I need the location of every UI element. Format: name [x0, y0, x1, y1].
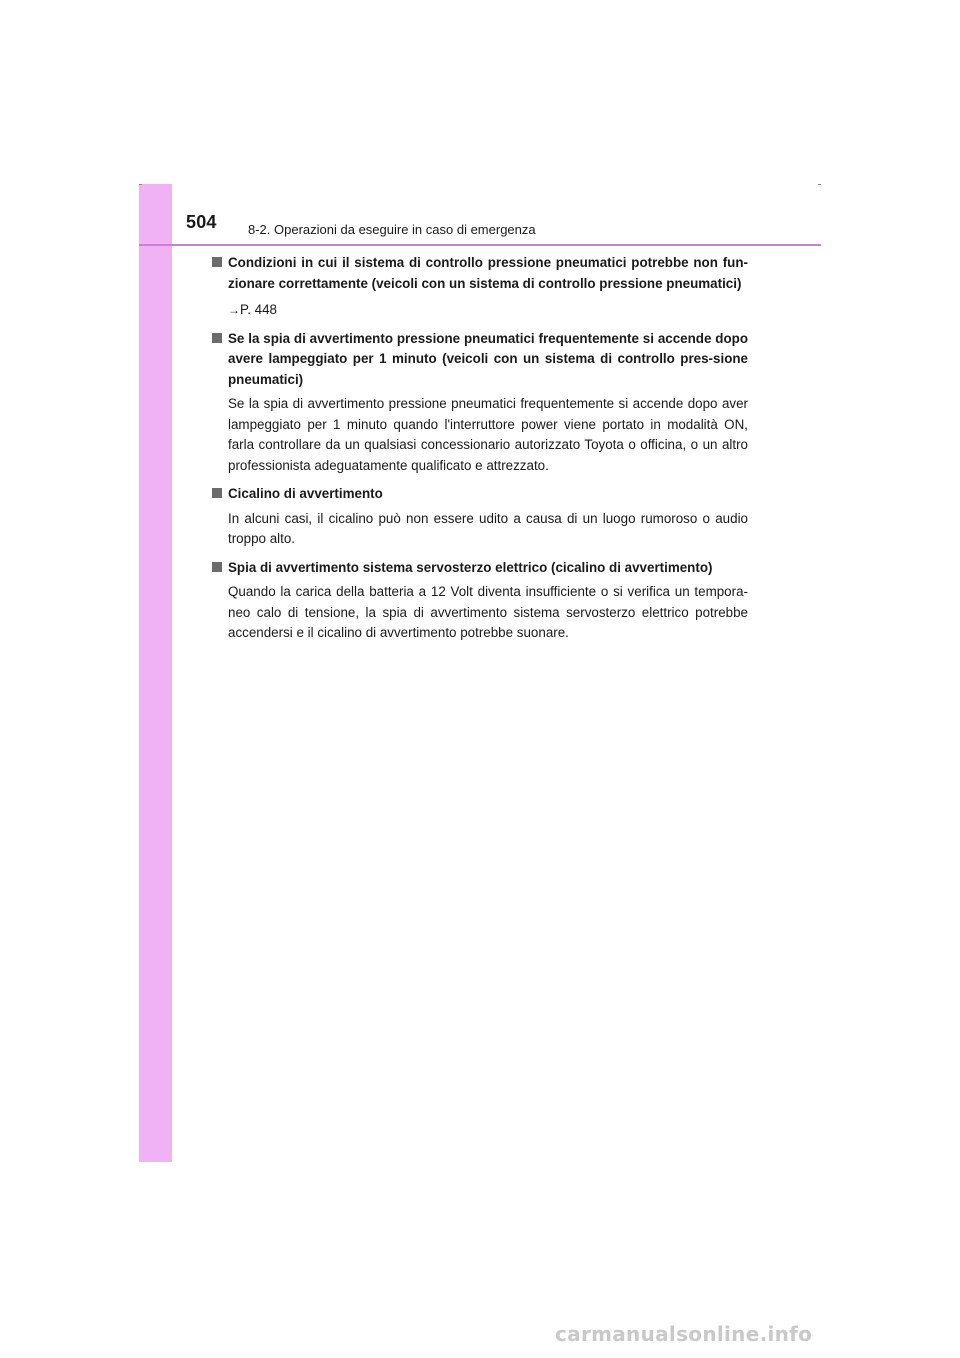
arrow-right-icon: →	[228, 303, 240, 317]
header-rule	[139, 244, 821, 246]
square-bullet-icon	[212, 257, 222, 267]
item-heading: Spia di avvertimento sistema servosterzo elettrico (cicalino di avvertimento)	[228, 559, 713, 575]
item-heading: Condizioni in cui il sistema di controllo pressione pneumatici potrebbe non fun-zionare correttamente (veicoli con un sistema di controllo pressione pneumatici)	[228, 255, 748, 291]
square-bullet-icon	[212, 333, 222, 343]
page-content	[212, 253, 748, 652]
item-body: Se la spia di avvertimento pressione pneumatici frequentemente si accende dopo aver lampeggiato per 1 minuto quando l'interruttore power viene portato in modalità ON, farla controllare da un qualsiasi concessionario autorizzato Toyota o officina, o un altro professionista adeguatamente qualificato e attrezzato.	[228, 396, 748, 473]
section-item-eps-light	[212, 558, 748, 644]
crop-mark-right	[818, 184, 821, 185]
section-item-buzzer	[212, 484, 748, 550]
item-body: In alcuni casi, il cicalino può non essere udito a causa di un luogo rumoroso o audio troppo alto.	[228, 510, 748, 546]
page-side-tab	[139, 184, 172, 1162]
square-bullet-icon	[212, 562, 222, 572]
page-reference-text: P. 448	[240, 302, 277, 317]
page-number: 504	[186, 212, 217, 232]
section-title: 8-2. Operazioni da eseguire in caso di emergenza	[248, 222, 536, 237]
square-bullet-icon	[212, 488, 222, 498]
section-item-tpms-light	[212, 329, 748, 477]
site-watermark: carmanualsonline.info	[555, 1322, 813, 1346]
crop-mark-left	[139, 184, 142, 185]
item-heading: Cicalino di avvertimento	[228, 486, 383, 501]
item-body: Quando la carica della batteria a 12 Volt diventa insufficiente o si verifica un tempora-neo calo di tensione, la spia di avvertimento sistema servosterzo elettrico potrebbe accendersi e il cicalino di avvertimento potrebbe suonare.	[228, 584, 748, 640]
section-item-tpms-conditions	[212, 253, 748, 321]
page-reference[interactable]	[212, 300, 748, 321]
item-heading: Se la spia di avvertimento pressione pneumatici frequentemente si accende dopo avere lampeggiato per 1 minuto (veicoli con un sistema di controllo pres-sione pneumatici)	[228, 330, 748, 387]
